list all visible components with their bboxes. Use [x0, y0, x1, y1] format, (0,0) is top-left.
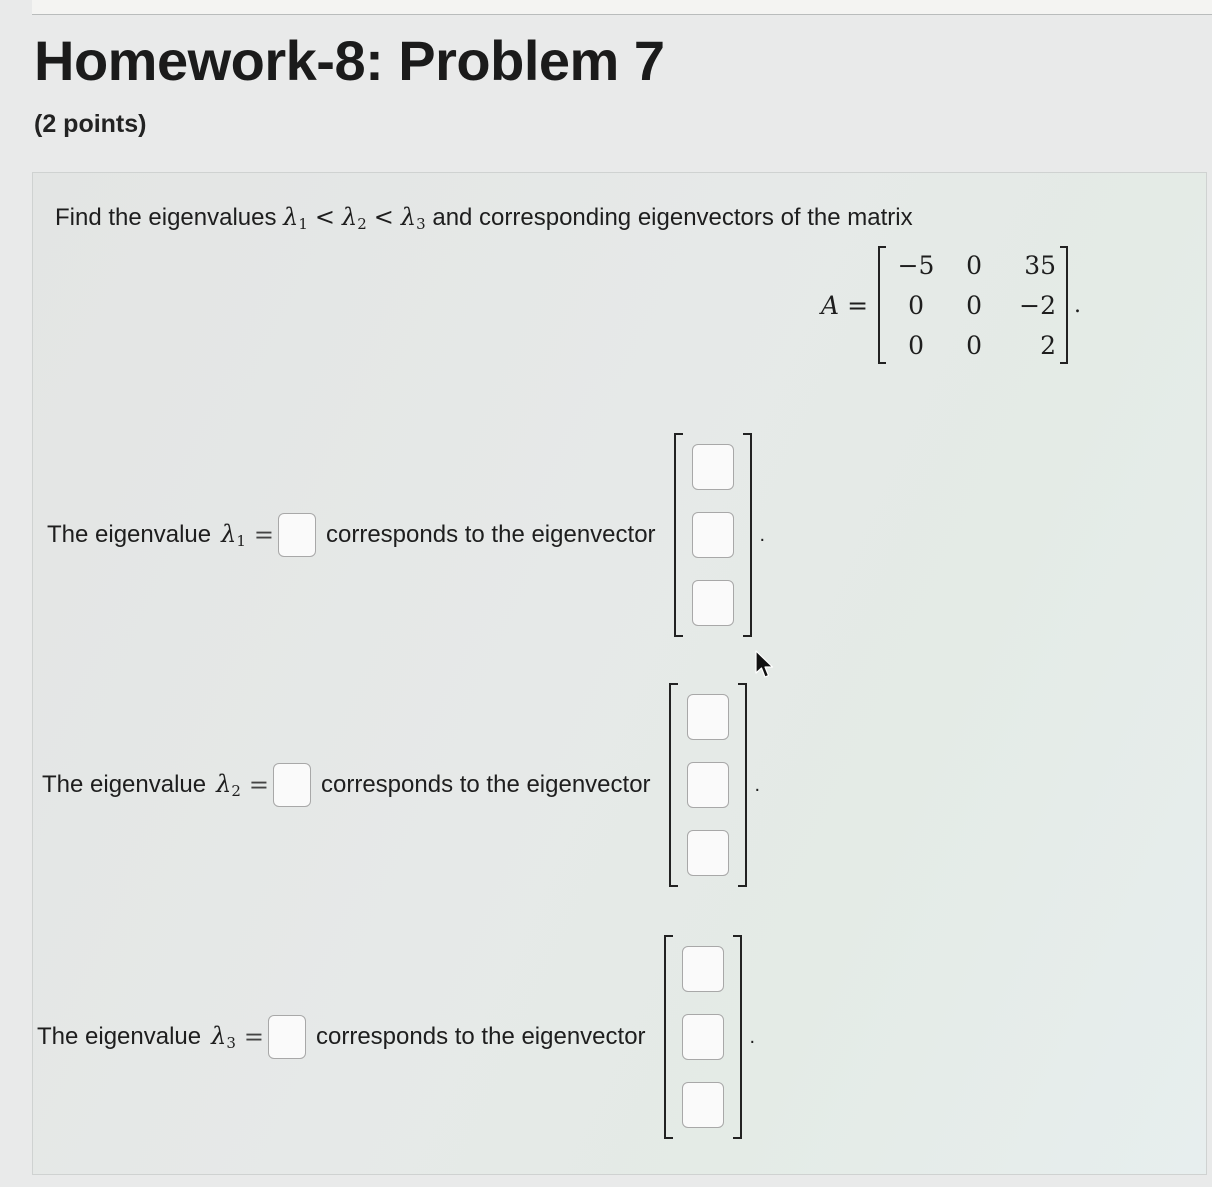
- matrix-cell: −2: [1019, 290, 1057, 320]
- lambda-1-symbol: $\lambda_1$: [283, 203, 308, 233]
- page-title: Homework-8: Problem 7: [34, 29, 665, 92]
- lambda-1-symbol: $\lambda_1$: [221, 520, 246, 550]
- matrix-cell: 0: [908, 290, 924, 320]
- matrix-right-bracket: [1060, 246, 1068, 364]
- vector-entries: [683, 444, 743, 626]
- equals-sign: =: [253, 521, 274, 549]
- matrix-cell: 0: [908, 330, 924, 360]
- prompt-after-text: and corresponding eigenvectors of the matrix: [432, 204, 913, 231]
- matrix-cell: 0: [966, 330, 982, 360]
- eigenvalue-label: The eigenvalue: [42, 771, 207, 798]
- less-than-1: <: [314, 203, 336, 231]
- eigenvalue-label: The eigenvalue: [47, 521, 212, 548]
- eigenvalue-label: The eigenvalue: [37, 1023, 202, 1050]
- vector-right-bracket: [738, 683, 747, 887]
- equals-sign: =: [248, 771, 269, 799]
- eigenvalue-2-input[interactable]: [273, 763, 311, 807]
- lambda-3-symbol: $\lambda_3$: [400, 203, 426, 233]
- problem-prompt: [55, 203, 913, 233]
- matrix-cell: 2: [1040, 330, 1057, 360]
- vector-entries: [673, 946, 733, 1128]
- vector-left-bracket: [669, 683, 678, 887]
- eigenvector-2-entry-2-input[interactable]: [687, 762, 729, 808]
- eigenvector-3-entry-3-input[interactable]: [682, 1082, 724, 1128]
- matrix-equals: =: [847, 290, 869, 320]
- less-than-2: <: [373, 203, 394, 231]
- matrix-period: .: [1074, 292, 1082, 318]
- matrix-cell: 0: [966, 250, 982, 280]
- lambda-3-symbol: $\lambda_3$: [211, 1022, 236, 1052]
- eigenvector-1-entry-3-input[interactable]: [692, 580, 734, 626]
- problem-panel: [32, 172, 1207, 1175]
- vector-left-bracket: [664, 935, 673, 1139]
- mouse-pointer-icon: [754, 650, 776, 680]
- matrix-name: A: [821, 290, 840, 320]
- lambda-2-symbol: $\lambda_2$: [342, 203, 367, 233]
- prompt-before-text: Find the eigenvalues: [55, 204, 277, 231]
- matrix-grid: [886, 245, 1060, 365]
- vector-period: .: [749, 1025, 756, 1048]
- eigenvector-1: [674, 433, 766, 637]
- points-label: (2 points): [34, 110, 147, 138]
- lambda-2-symbol: $\lambda_2$: [216, 770, 241, 800]
- answer-row-2: [42, 683, 760, 887]
- corresponds-text: corresponds to the eigenvector: [316, 1023, 646, 1050]
- eigenvector-3-entry-1-input[interactable]: [682, 946, 724, 992]
- eigenvector-2: [669, 683, 761, 887]
- vector-period: .: [754, 773, 761, 796]
- matrix-cell: −5: [897, 250, 935, 280]
- eigenvector-2-entry-1-input[interactable]: [687, 694, 729, 740]
- matrix-a: [821, 245, 1081, 365]
- vector-left-bracket: [674, 433, 683, 637]
- corresponds-text: corresponds to the eigenvector: [321, 771, 651, 798]
- eigenvalue-1-input[interactable]: [278, 513, 316, 557]
- eigenvector-3: [664, 935, 756, 1139]
- eigenvector-2-entry-3-input[interactable]: [687, 830, 729, 876]
- corresponds-text: corresponds to the eigenvector: [326, 521, 656, 548]
- vector-right-bracket: [733, 935, 742, 1139]
- top-strip: [32, 0, 1212, 15]
- eigenvector-1-entry-2-input[interactable]: [692, 512, 734, 558]
- equals-sign: =: [243, 1023, 264, 1051]
- vector-right-bracket: [743, 433, 752, 637]
- matrix-cell: 0: [966, 290, 982, 320]
- answer-row-3: [37, 935, 755, 1139]
- eigenvalue-3-input[interactable]: [268, 1015, 306, 1059]
- eigenvector-3-entry-2-input[interactable]: [682, 1014, 724, 1060]
- matrix-cell: 35: [1024, 250, 1057, 280]
- vector-period: .: [759, 523, 766, 546]
- vector-entries: [678, 694, 738, 876]
- matrix-left-bracket: [878, 246, 886, 364]
- eigenvector-1-entry-1-input[interactable]: [692, 444, 734, 490]
- answer-row-1: [47, 433, 765, 637]
